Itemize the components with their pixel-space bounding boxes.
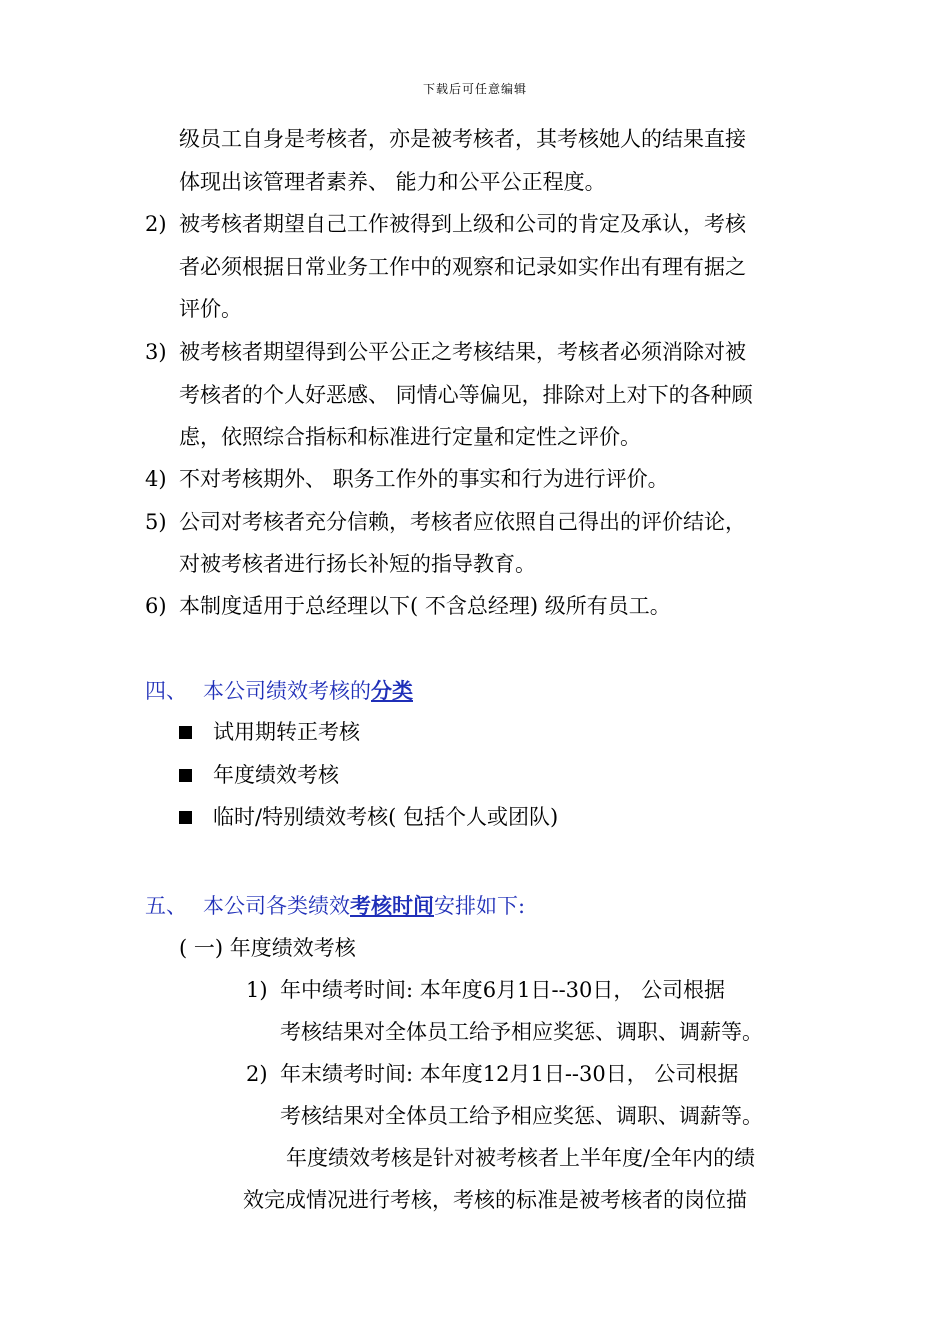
item-number: 5) [145, 510, 167, 534]
subitem-number: 1) [246, 978, 268, 1002]
closing-line: 年度绩效考核是针对被考核者上半年度/全年内的绩 [286, 1146, 756, 1170]
para-line: 级员工自身是考核者，亦是被考核者，其考核她人的结果直接 [179, 127, 746, 151]
subitem-line: 考核结果对全体员工给予相应奖惩、调职、调薪等。 [280, 1104, 763, 1128]
para-line: 体现出该管理者素养、 能力和公平公正程度。 [179, 170, 606, 194]
bullet-label: 临时/特别绩效考核( 包括个人或团队) [213, 805, 559, 829]
item-line: 对被考核者进行扬长补短的指导教育。 [179, 552, 536, 576]
bullet-label: 试用期转正考核 [213, 720, 360, 744]
item-number: 4) [145, 467, 167, 491]
square-bullet-icon [179, 726, 192, 739]
section-4-text: 本公司绩效考核的 [203, 679, 371, 703]
section-5-heading [203, 892, 525, 920]
bullet-label: 年度绩效考核 [213, 763, 339, 787]
item-line: 本制度适用于总经理以下( 不含总经理) 级所有员工。 [179, 594, 671, 618]
closing-line: 效完成情况进行考核，考核的标准是被考核者的岗位描 [243, 1188, 747, 1212]
item-number: 6) [145, 594, 167, 618]
item-line: 者必须根据日常业务工作中的观察和记录如实作出有理有据之 [179, 255, 746, 279]
square-bullet-icon [179, 769, 192, 782]
section-4-number: 四、 [145, 679, 187, 703]
item-line: 评价。 [179, 297, 242, 321]
bullet-item [179, 718, 679, 746]
subitem-number: 2) [246, 1062, 268, 1086]
item-number: 3) [145, 340, 167, 364]
section-5-text: 本公司各类绩效 [203, 894, 350, 918]
square-bullet-icon [179, 811, 192, 824]
section-4-emphasis: 分类 [371, 678, 413, 703]
item-line: 考核者的个人好恶感、 同情心等偏见，排除对上对下的各种顾 [179, 383, 753, 407]
subitem-line: 年末绩考时间: 本年度12月1日--30日， 公司根据 [280, 1062, 739, 1086]
section-5-number: 五、 [145, 894, 187, 918]
item-line: 公司对考核者充分信赖，考核者应依照自己得出的评价结论， [179, 510, 746, 534]
page-header: 下载后可任意编辑 [422, 82, 527, 96]
item-line: 被考核者期望得到公平公正之考核结果，考核者必须消除对被 [179, 340, 746, 364]
item-line: 被考核者期望自己工作被得到上级和公司的肯定及承认，考核 [179, 212, 746, 236]
section-4-heading [203, 677, 413, 705]
subitem-line: 考核结果对全体员工给予相应奖惩、调职、调薪等。 [280, 1020, 763, 1044]
subitem-line: 年中绩考时间: 本年度6月1日--30日， 公司根据 [280, 978, 726, 1002]
bullet-item [179, 761, 679, 789]
section-5-text-post: 安排如下: [434, 894, 526, 918]
item-number: 2) [145, 212, 167, 236]
item-line: 虑，依照综合指标和标准进行定量和定性之评价。 [179, 425, 641, 449]
item-line: 不对考核期外、 职务工作外的事实和行为进行评价。 [179, 467, 669, 491]
subsection-heading: ( 一) 年度绩效考核 [179, 936, 356, 960]
bullet-item [179, 803, 679, 831]
section-5-emphasis: 考核时间 [350, 893, 434, 918]
